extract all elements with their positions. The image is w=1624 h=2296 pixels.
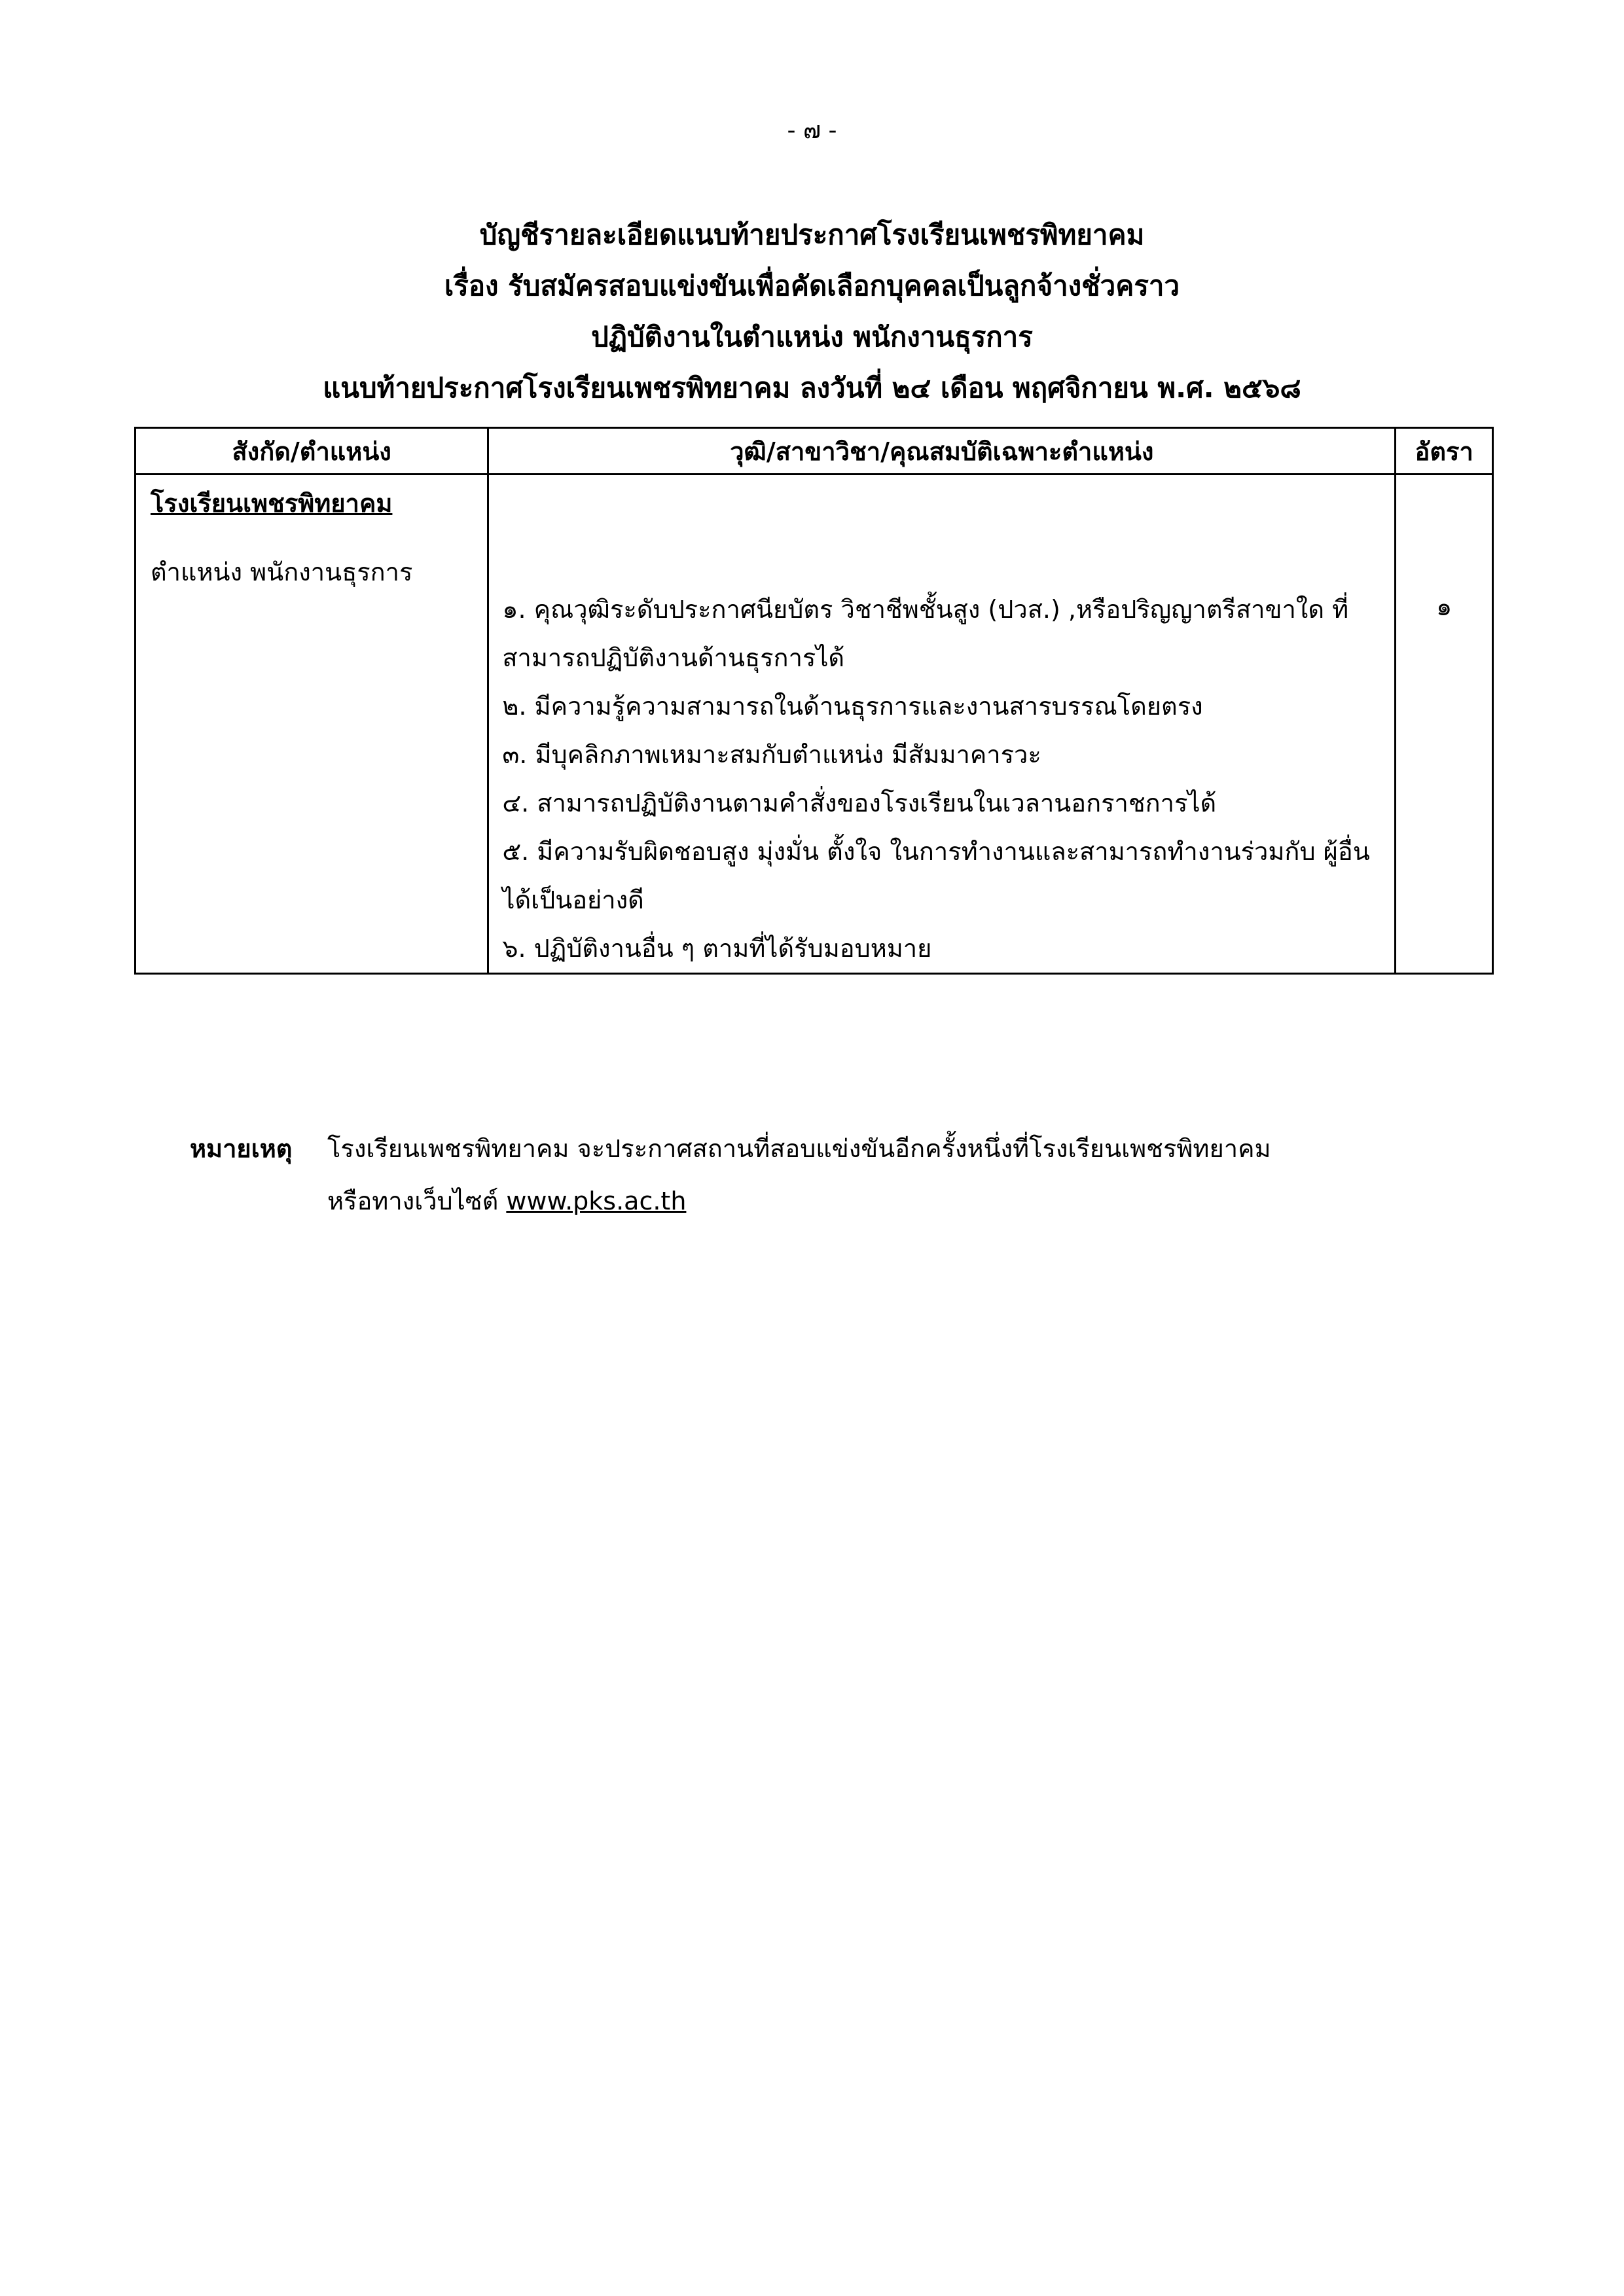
qualification-item: ๒. มีความรู้ความสามารถในด้านธุรการและงานสารบรรณโดยตรง [502, 692, 1203, 721]
qualification-item: ๖. ปฏิบัติงานอื่น ๆ ตามที่ได้รับมอบหมาย [502, 934, 932, 963]
qualification-item: ๓. มีบุคลิกภาพเหมาะสมกับตำแหน่ง มีสัมมาคารวะ [502, 740, 1041, 769]
remark-text: โรงเรียนเพชรพิทยาคม จะประกาศสถานที่สอบแข่งขันอีกครั้งหนึ่งที่โรงเรียนเพชรพิทยาคม [327, 1134, 1271, 1163]
remark-label: หมายเหตุ [190, 1134, 293, 1163]
rate-cell: ๑ [1396, 475, 1493, 974]
qualification-item: ๕. มีความรับผิดชอบสูง มุ่งมั่น ตั้งใจ ในการทำงานและสามารถทำงานร่วมกับ ผู้อื่นได้เป็นอย่างดี [502, 837, 1370, 914]
remark-note [190, 1122, 1466, 1227]
heading-line-4: แนบท้ายประกาศโรงเรียนเพชรพิทยาคม ลงวันที่ ๒๔ เดือน พฤศจิกายน พ.ศ. ๒๕๖๘ [323, 372, 1301, 404]
heading-line-3: ปฏิบัติงานในตำแหน่ง พนักงานธุรการ [591, 321, 1033, 353]
website-link[interactable]: www.pks.ac.th [506, 1187, 687, 1215]
page-number: - ๗ - [787, 117, 837, 144]
table-header-row [135, 428, 1493, 475]
heading-line-1: บัญชีรายละเอียดแนบท้ายประกาศโรงเรียนเพชรพิทยาคม [479, 219, 1145, 251]
qualification-cell [488, 475, 1396, 974]
header-rate: อัตรา [1396, 428, 1493, 475]
position-cell [135, 475, 488, 974]
header-position: สังกัด/ตำแหน่ง [135, 428, 488, 475]
position-title: ตำแหน่ง พนักงานธุรการ [151, 558, 413, 586]
position-detail-table [134, 427, 1494, 975]
remark-website-prefix: หรือทางเว็บไซต์ [327, 1187, 499, 1215]
qualification-item: ๔. สามารถปฏิบัติงานตามคำสั่งของโรงเรียนในเวลานอกราชการได้ [502, 789, 1217, 817]
heading-line-2: เรื่อง รับสมัครสอบแข่งขันเพื่อคัดเลือกบุคคลเป็นลูกจ้างชั่วคราว [444, 270, 1180, 302]
document-heading [0, 209, 1624, 414]
qualification-item: ๑. คุณวุฒิระดับประกาศนียบัตร วิชาชีพชั้นสูง (ปวส.) ,หรือปริญญาตรีสาขาใด ที่สามารถปฏิบัติงานด้านธุรการได้ [502, 595, 1349, 672]
header-qualification: วุฒิ/สาขาวิชา/คุณสมบัติเฉพาะตำแหน่ง [488, 428, 1396, 475]
school-name: โรงเรียนเพชรพิทยาคม [151, 489, 393, 518]
table-row [135, 475, 1493, 974]
qualification-list [502, 475, 1381, 973]
